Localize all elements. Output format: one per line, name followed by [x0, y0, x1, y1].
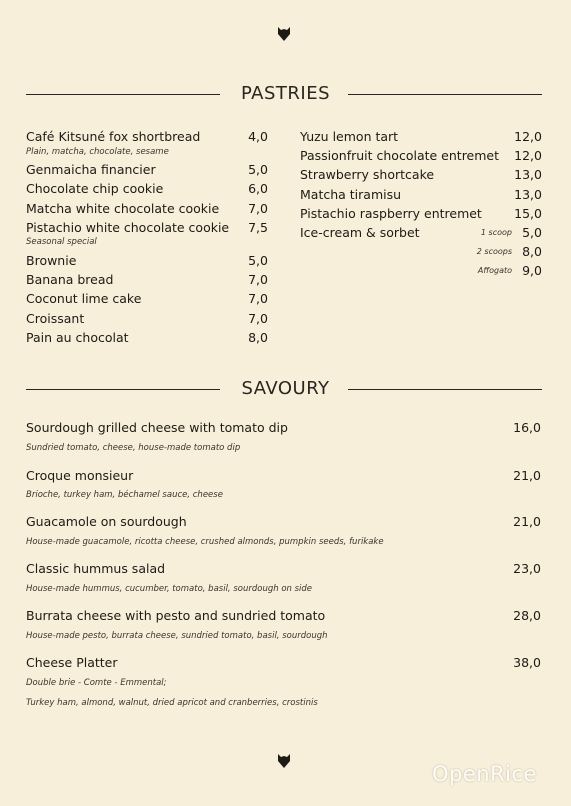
item-name: Burrata cheese with pesto and sundried tomato — [26, 608, 326, 623]
item-price: 9,0 — [522, 263, 542, 278]
item-price: 8,0 — [248, 330, 268, 345]
divider-line — [348, 94, 542, 95]
item-price: 13,0 — [514, 187, 542, 202]
item-price: 21,0 — [513, 514, 541, 529]
item-price: 21,0 — [513, 468, 541, 483]
item-name: Genmaicha financier — [26, 162, 156, 177]
item-price: 4,0 — [248, 129, 268, 144]
menu-item — [300, 205, 542, 223]
menu-item — [26, 290, 268, 308]
item-name: Banana bread — [26, 272, 114, 287]
menu-item — [26, 513, 541, 531]
menu-item — [300, 262, 542, 280]
menu-item — [26, 200, 268, 218]
item-name: Sourdough grilled cheese with tomato dip — [26, 420, 288, 435]
item-name: Chocolate chip cookie — [26, 181, 164, 196]
item-description: Double brie - Comte - Emmental; — [26, 678, 167, 688]
section-title-savoury: SAVOURY — [241, 378, 330, 399]
item-price: 16,0 — [513, 420, 541, 435]
item-price: 7,0 — [248, 311, 268, 326]
menu-item — [300, 224, 542, 242]
item-price: 12,0 — [514, 148, 542, 163]
menu-item — [26, 180, 268, 198]
item-description: House-made pesto, burrata cheese, sundried tomato, basil, sourdough — [26, 631, 328, 641]
pastries-header — [0, 83, 571, 107]
item-description: House-made guacamole, ricotta cheese, crushed almonds, pumpkin seeds, furikake — [26, 537, 384, 547]
menu-item — [26, 654, 541, 672]
item-name: Guacamole on sourdough — [26, 514, 187, 529]
menu-item — [26, 252, 268, 270]
item-price: 38,0 — [513, 655, 541, 670]
savoury-header — [0, 378, 571, 402]
item-name: Cheese Platter — [26, 655, 118, 670]
item-name: Passionfruit chocolate entremet — [300, 148, 500, 163]
item-price: 15,0 — [514, 206, 542, 221]
menu-item — [26, 419, 541, 437]
item-description: House-made hummus, cucumber, tomato, basil, sourdough on side — [26, 584, 313, 594]
item-price: 7,0 — [248, 291, 268, 306]
item-name: Yuzu lemon tart — [300, 129, 399, 144]
item-price: 23,0 — [513, 561, 541, 576]
menu-item — [26, 467, 541, 485]
item-description: Sundried tomato, cheese, house-made tomato dip — [26, 443, 241, 453]
item-price: 6,0 — [248, 181, 268, 196]
menu-item — [300, 166, 542, 184]
item-name: Coconut lime cake — [26, 291, 142, 306]
menu-item — [26, 161, 268, 179]
menu-item — [26, 128, 268, 146]
openrice-watermark: OpenRice — [432, 762, 537, 786]
item-price: 5,0 — [522, 225, 542, 240]
item-name: Matcha white chocolate cookie — [26, 201, 220, 216]
item-price: 13,0 — [514, 167, 542, 182]
item-price: 5,0 — [248, 162, 268, 177]
item-name: Pistachio white chocolate cookie — [26, 220, 230, 235]
item-description: Brioche, turkey ham, béchamel sauce, cheese — [26, 490, 223, 500]
item-quantity: Affogato — [477, 266, 512, 275]
item-price: 7,0 — [248, 272, 268, 287]
item-name: Croque monsieur — [26, 468, 134, 483]
menu-item — [26, 271, 268, 289]
item-description: Seasonal special — [26, 237, 97, 247]
fox-logo-icon — [277, 753, 291, 769]
menu-item — [26, 560, 541, 578]
item-name: Ice-cream & sorbet — [300, 225, 420, 240]
menu-item — [26, 310, 268, 328]
item-price: 12,0 — [514, 129, 542, 144]
item-name: Pain au chocolat — [26, 330, 129, 345]
item-name: Croissant — [26, 311, 85, 326]
item-name: Pistachio raspberry entremet — [300, 206, 482, 221]
item-name: Matcha tiramisu — [300, 187, 402, 202]
menu-item — [300, 186, 542, 204]
section-title-pastries: PASTRIES — [240, 83, 331, 104]
menu-item — [300, 147, 542, 165]
item-description: Turkey ham, almond, walnut, dried apricot and cranberries, crostinis — [26, 698, 318, 708]
item-price: 8,0 — [522, 244, 542, 259]
item-quantity: 1 scoop — [480, 228, 512, 237]
menu-item — [26, 607, 541, 625]
menu-item — [26, 329, 268, 347]
item-description: Plain, matcha, chocolate, sesame — [26, 147, 169, 157]
item-name: Café Kitsuné fox shortbread — [26, 129, 201, 144]
menu-item — [300, 128, 542, 146]
item-price: 5,0 — [248, 253, 268, 268]
item-name: Strawberry shortcake — [300, 167, 435, 182]
item-name: Brownie — [26, 253, 77, 268]
menu-item — [300, 243, 542, 261]
item-price: 28,0 — [513, 608, 541, 623]
menu-item — [26, 219, 268, 237]
fox-logo-icon — [277, 26, 291, 42]
item-price: 7,5 — [248, 220, 268, 235]
divider-line — [348, 389, 542, 390]
item-price: 7,0 — [248, 201, 268, 216]
item-name: Classic hummus salad — [26, 561, 166, 576]
item-quantity: 2 scoops — [476, 247, 512, 256]
